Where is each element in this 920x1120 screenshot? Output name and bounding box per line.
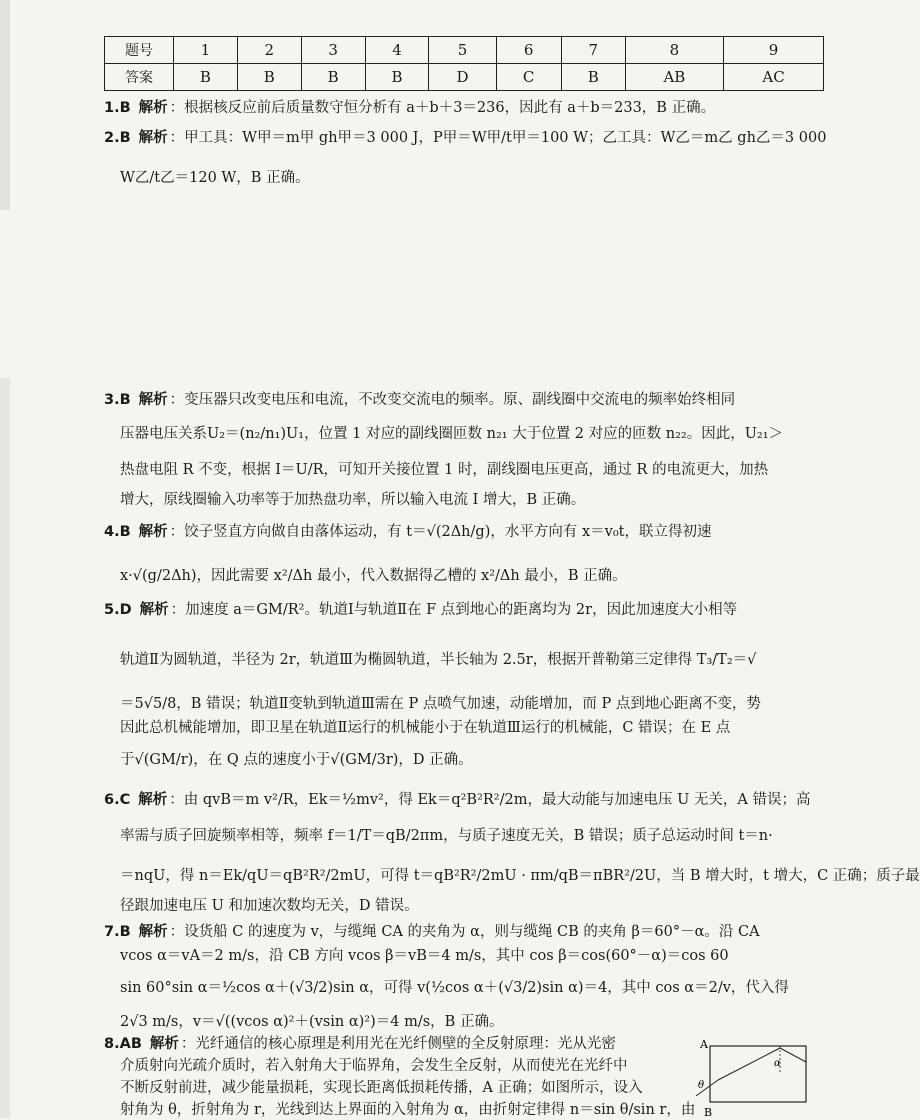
solution-4-cont: x·√(g/2Δh)，因此需要 x²/Δh 最小，代入数据得乙槽的 x²/Δh 最小，B 正确。	[120, 568, 627, 584]
solution-number: 8.AB	[104, 1036, 142, 1052]
answer-cell: B	[365, 64, 429, 91]
question-number-cell: 8	[625, 37, 723, 64]
table-header-cell: 题号	[105, 37, 174, 64]
answer-cell: C	[496, 64, 561, 91]
answer-cell: B	[174, 64, 238, 91]
analysis-tag: 解析	[138, 100, 168, 116]
question-number-cell: 2	[237, 37, 301, 64]
solution-1	[104, 98, 715, 118]
solution-3-cont: 热盘电阻 R 不变，根据 I＝U/R，可知开关接位置 1 时，副线圈电压更高，通过 R 的电流更大，加热	[120, 462, 769, 478]
solution-text: ：饺子竖直方向做自由落体运动，有 t＝√(2Δh/g)，水平方向有 x＝v₀t，联立得初速	[169, 524, 712, 540]
solution-5-cont: 因此总机械能增加，即卫星在轨道Ⅱ运行的机械能小于在轨道Ⅲ运行的机械能，C 错误；在 E 点	[120, 720, 731, 736]
solution-number: 3.B	[104, 392, 131, 408]
solution-5	[104, 600, 737, 620]
reflected-ray	[780, 1048, 806, 1062]
answer-table	[104, 36, 824, 91]
solution-3-cont: 压器电压关系U₂＝(n₂/n₁)U₁，位置 1 对应的副线圈匝数 n₂₁ 大于位置 2 对应的匝数 n₂₂。因此，U₂₁＞	[120, 426, 784, 442]
solution-8-cont: 介质射向光疏介质时，若入射角大于临界角，会发生全反射，从而使光在光纤中	[120, 1058, 628, 1074]
optical-fiber-figure	[696, 1036, 806, 1118]
answer-table-answer-row	[105, 64, 824, 91]
solution-2	[104, 128, 826, 148]
solution-number: 7.B	[104, 924, 131, 940]
solution-5-cont: 轨道Ⅱ为圆轨道，半径为 2r，轨道Ⅲ为椭圆轨道，半长轴为 2.5r，根据开普勒第三定律得 T₃/T₂＝√	[120, 652, 757, 668]
solution-number: 6.C	[104, 792, 131, 808]
solution-number: 1.B	[104, 100, 131, 116]
analysis-tag: 解析	[138, 392, 168, 408]
solution-3-cont: 增大，原线圈输入功率等于加热盘功率，所以输入电流 I 增大，B 正确。	[120, 492, 586, 508]
solution-5-cont: 于√(GM/r)，在 Q 点的速度小于√(GM/3r)，D 正确。	[120, 752, 473, 768]
solution-8	[104, 1034, 616, 1054]
answer-cell: AB	[625, 64, 723, 91]
answer-cell: B	[301, 64, 365, 91]
question-number-cell: 7	[561, 37, 625, 64]
solution-6-cont: 率需与质子回旋频率相等，频率 f＝1/T＝qB/2πm，与质子速度无关，B 错误；质子总运动时间 t＝n·	[120, 828, 773, 844]
answer-cell: D	[429, 64, 496, 91]
solution-7-cont: sin 60°sin α＝½cos α＋(√3/2)sin α，可得 v(½cos α＋(√3/2)sin α)＝4，其中 cos α＝2/v，代入得	[120, 980, 789, 996]
solution-6-cont: ＝nqU，得 n＝Ek/qU＝qB²R²/2mU，可得 t＝qB²R²/2mU · πm/qB＝πBR²/2U，当 B 增大时，t 增大，C 正确；质子最	[120, 868, 920, 884]
question-number-cell: 1	[174, 37, 238, 64]
answer-cell: B	[561, 64, 625, 91]
label-theta: θ	[698, 1080, 705, 1091]
solution-number: 2.B	[104, 130, 131, 146]
solution-2-cont: W乙/t乙＝120 W，B 正确。	[120, 170, 310, 186]
answer-cell: AC	[724, 64, 824, 91]
answer-table-header-row	[105, 37, 824, 64]
solution-6	[104, 790, 810, 810]
analysis-tag: 解析	[149, 1036, 179, 1052]
solution-text: ：根据核反应前后质量数守恒分析有 a＋b＋3＝236，因此有 a＋b＝233，B 正确。	[169, 100, 716, 116]
solution-8-cont: 不断反射前进，减少能量损耗，实现长距离低损耗传播，A 正确；如图所示，设入	[120, 1080, 643, 1096]
solution-text: ：光纤通信的核心原理是利用光在光纤侧壁的全反射原理：光从光密	[180, 1036, 616, 1052]
question-number-cell: 5	[429, 37, 496, 64]
analysis-tag: 解析	[138, 792, 168, 808]
refracted-ray	[718, 1048, 780, 1080]
label-a: A	[700, 1038, 708, 1051]
analysis-tag: 解析	[138, 524, 168, 540]
question-number-cell: 4	[365, 37, 429, 64]
page-edge-shadow	[0, 378, 10, 1118]
solution-3	[104, 390, 735, 410]
table-header-cell: 答案	[105, 64, 174, 91]
solution-text: ：甲工具：W甲＝m甲 gh甲＝3 000 J，P甲＝W甲/t甲＝100 W；乙工具：W乙＝m乙 gh乙＝3 000	[169, 130, 827, 146]
solution-7	[104, 922, 760, 942]
solution-number: 5.D	[104, 602, 132, 618]
analysis-tag: 解析	[138, 130, 168, 146]
solution-5-cont: ＝5√5/8，B 错误；轨道Ⅱ变轨到轨道Ⅲ需在 P 点喷气加速，动能增加，而 P 点到地心距离不变，势	[120, 696, 761, 712]
solution-text: ：设货船 C 的速度为 v，与缆绳 CA 的夹角为 α，则与缆绳 CB 的夹角 β＝60°－α。沿 CA	[169, 924, 760, 940]
label-alpha: α	[774, 1058, 781, 1069]
page-edge-shadow	[0, 0, 10, 210]
analysis-tag: 解析	[138, 924, 168, 940]
solution-7-cont: 2√3 m/s，v＝√((vcos α)²＋(vsin α)²)＝4 m/s，B 正确。	[120, 1014, 504, 1030]
solution-8-cont: 射角为 θ，折射角为 r，光线到达上界面的入射角为 α，由折射定律得 n＝sin θ/sin r，由	[120, 1102, 696, 1118]
solution-text: ：由 qvB＝m v²/R，Ek＝½mv²，得 Ek＝q²B²R²/2m，最大动能与加速电压 U 无关，A 错误；高	[169, 792, 811, 808]
question-number-cell: 9	[724, 37, 824, 64]
question-number-cell: 6	[496, 37, 561, 64]
solution-text: ：变压器只改变电压和电流，不改变交流电的频率。原、副线圈中交流电的频率始终相同	[169, 392, 736, 408]
solution-number: 4.B	[104, 524, 131, 540]
solution-4	[104, 522, 711, 542]
solution-7-cont: vcos α＝vA＝2 m/s，沿 CB 方向 vcos β＝vB＝4 m/s，其中 cos β＝cos(60°－α)＝cos 60	[120, 948, 729, 964]
question-number-cell: 3	[301, 37, 365, 64]
solution-text: ：加速度 a＝GM/R²。轨道Ⅰ与轨道Ⅱ在 F 点到地心的距离均为 2r，因此加速度大小相等	[170, 602, 738, 618]
answer-cell: B	[237, 64, 301, 91]
solution-6-cont: 径跟加速电压 U 和加速次数均无关，D 错误。	[120, 898, 419, 914]
analysis-tag: 解析	[139, 602, 169, 618]
label-b: B	[704, 1106, 713, 1119]
